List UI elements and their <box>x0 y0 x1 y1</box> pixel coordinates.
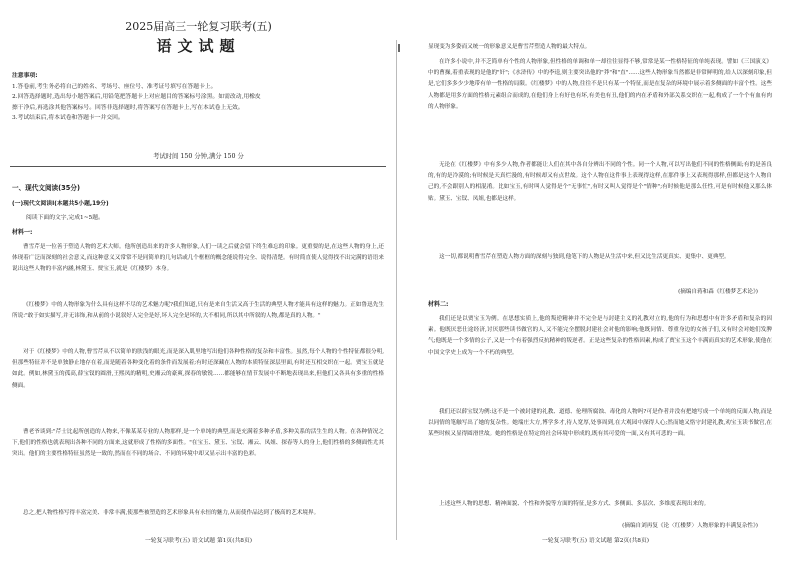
left-paragraph-4: 曹老爷谈到:"芹士比起所创造的人物来,不像某某专业的人物那样,是一个单纯的典型,而是充满着多种矛盾,多种关系的活生生的人物。在各种情况之下,他们的性格也就表现出各种不同的方面来,这就形成了性格的多面性。"在宝玉、黛玉、宝钗、湘云、凤姐、探春等人的身上,他们性格的多侧面性尤其突出。他们的主要性格特征虽然是一致的,然而在不同的场合、不同的环境中却又显示出丰富的色彩。 <box>12 429 384 458</box>
section-1-subtitle-text: (一)现代文阅读Ⅰ(本题共5小题,19分) <box>12 201 109 207</box>
header-rule <box>10 166 386 167</box>
notes-item-1: 1.答卷前,考生务必将自己的姓名、考场号、座位号、准考证号填写在答题卡上。 <box>12 83 217 90</box>
right-attribution-1: (摘编自蒋和森《红楼梦艺术论》) <box>678 289 758 295</box>
notes-heading: 注意事项: <box>12 73 38 79</box>
binding-mark <box>398 44 400 52</box>
page-divider <box>396 40 397 540</box>
exam-title: 2025届高三一轮复习联考(五) <box>125 20 272 33</box>
section-1-title: 一、现代文阅读(35分) <box>12 184 80 192</box>
right-paragraph-1: 在许多小说中,并不乏简单有个性的人物形象,但性格的单调和单一却往往显得不够,常常是某一性格特征的单纯表现。譬如《三国演义》中的曹操,着重表现的是他的"奸";《水浒传》中的李逵,则主要突出他的"莽"和"直"……这些人物形象当然都是非常鲜明的,给人以深刻印象,但是,它们多多少少地带有单一性格的局限。《红楼梦》中的人物,往往不是只有某一个特征,而是在复杂的环境中展示着多侧面的丰富个性。这些人物都是用多方面的性格元素组合而成的,在他们身上有好也有坏,有美也有丑,他们的内在矛盾和外部关系交织在一起,构成了一个个有血有肉的人物形象。 <box>428 59 772 110</box>
left-paragraph-2: 《红楼梦》中的人物形象为什么具有这样不尽的艺术魅力呢?我们知道,只有是来自生活又高于生活的典型人物才能具有这样的魅力。正如鲁迅先生所说:"敢于如实描写,并无讳饰,和从前的小说叙好人完全是好,坏人完全是坏的,大不相同,所以其中所叙的人物,都是真的人物。" <box>12 302 384 320</box>
footer-left: 一轮复习联考(五) 语文试题 第1页(共8页) <box>144 538 253 544</box>
right-paragraph-3: 这一切,都说明曹雪芹在塑造人物方面的深刻与独到,他笔下的人物是从生活中来,但又比生活更真实、更集中、更典型。 <box>439 254 730 260</box>
material-2-label: 材料二: <box>428 301 449 308</box>
notes-block <box>12 71 382 124</box>
left-paragraph-1: 曹雪芹是一位善于塑造人物的艺术大师。他所创造出来的许多人物形象,人们一读之后就会留下终生难忘的印象。更重要的是,在这些人物的身上,还体现着广泛而深刻的社会意义,而这种意义又常常不是同简单的几句话或几个框框的概念能说得完全、说得清楚。有时简直使人觉得找不出完满的语语来说出这些人物的丰富内涵,林黛玉、贾宝玉,就是《红楼梦》本身。 <box>12 244 384 273</box>
right-top-line: 显现变为多姿而又统一的形象意义是曹雪芹塑造人物的最大特点。 <box>428 44 591 50</box>
notes-item-2-line-2: 擦干净后,再选涂其他答案标号。回答非选择题时,将答案写在答题卡上,写在本试卷上无效。 <box>12 104 244 111</box>
left-paragraph-5: 总之,把人物性格写得丰富完美、非常丰满,使那些被塑造的艺术形象具有永恒的魅力,从而使作品达到了极高的艺术境界。 <box>23 510 320 516</box>
material-1-label: 材料一: <box>12 229 33 236</box>
notes-item-3: 3.考试结束后,将本试卷和答题卡一并交回。 <box>12 115 124 122</box>
time-info: 考试时间 150 分钟,满分 150 分 <box>153 153 244 160</box>
material-2-paragraph-3: 上述这些人物的思想、精神面貌、个性和外貌等方面的特征,是多方式、多侧面、多层次、多维度表现出来的。 <box>439 501 710 507</box>
footer-right: 一轮复习联考(五) 语文试题 第2页(共8页) <box>541 538 650 544</box>
left-paragraph-3: 对于《红楼梦》中的人物,曹雪芹从不以简单的肤浅的眼光,而是深入肌里地写出他们各种性格的复杂和丰富性。虽然,每个人物的个性特征都很分明,但那些特征并不是单独静止地存在着,而是随着各种变化着的条件而发展着;有时还深藏在人物的本质特征深层里面,有时还互相交织在一起。贾宝玉就是如此。例如,林黛玉的孤高,薛宝钗的圆滑,王熙凤的精明,史湘云的豪爽,探春的敏锐……都能够在情节发展中不断地表现出来,但他们又各具有多重的性格侧面。 <box>12 349 384 389</box>
material-2-paragraph-1: 我们还是以贾宝玉为例。在思想实质上,他的叛逆精神并不完全是与封建主义的礼教对立的,他的行为和思想中有许多矛盾和复杂的因素。他既厌恶仕途经济,讨厌那些读书做官的人,又不能完全摆脱封建社会对他的影响;他既同情、尊重身边的女孩子们,又有时会对她们发脾气;他既是一个多情的公子,又是一个有着强烈反抗精神的叛逆者。正是这些复杂的性格因素,构成了贾宝玉这个丰满而真实的艺术形象,使他在中国文学史上成为一个不朽的典型。 <box>428 316 772 356</box>
subject-title: 语文试题 <box>156 37 241 55</box>
material-2-paragraph-2: 我们还以薛宝钗为例:这不是一个被封建的礼教、道德、伦理所腐蚀、毒化的人物吗?可是作者并没有把她写成一个单纯的反面人物,而是以同情的笔触写出了她的复杂性。她端庄大方,博学多才,待人宽厚,处事周到,在大观园中深得人心;然而她又恪守封建礼教,劝宝玉读书做官,在某些时候又显得圆滑世故。她的性格是在特定的社会环境中形成的,既有其可爱的一面,又有其可悲的一面。 <box>428 409 772 438</box>
section-1-instruction: 阅读下面的文字,完成1~5题。 <box>26 215 104 221</box>
right-attribution-2: (摘编自刘再复《论〈红楼梦〉人物形象的丰满复杂性》) <box>622 523 758 529</box>
right-paragraph-2: 无论在《红楼梦》中有多少人物,作者都能让人们在其中各自分辨出不同的个性。同一个人物,可以写出他们不同的性格侧面;有的是善良的,有的是冷漠的;有时候是天真烂漫的,有时候却又有点世故。这个人物在这件事上表现得这样,在那件事上又表现得那样,但都是这个人物自己的,不会跟别人的相混淆。比如宝玉,有时叫人觉得是个"无事忙",有时又叫人觉得是个"情种";有时候他是那么任性,可是有时候他又那么体贴。黛玉、宝钗、凤姐,也都是这样。 <box>428 162 772 202</box>
section-1-subtitle <box>12 199 109 209</box>
notes-item-2-line-1: 2.回答选择题时,选出每小题答案后,用铅笔把答题卡上对应题目的答案标号涂黑。如需改动,用橡皮 <box>12 94 261 101</box>
